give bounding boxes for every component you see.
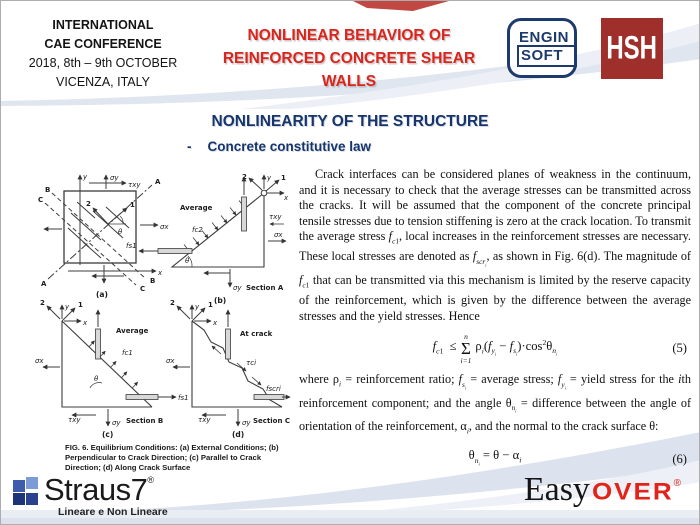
easyover-logo-easy-text: Easy <box>523 471 590 508</box>
fig-c-sigma-y-label: σy <box>112 419 121 427</box>
slide-title-line-1: NONLINEAR BEHAVIOR OF <box>247 27 451 44</box>
paper-text-column <box>299 167 691 480</box>
conference-line-2: CAE CONFERENCE <box>44 37 162 51</box>
fig-a-theta-label: θ <box>118 228 123 236</box>
fig-c-section-b-label: Section B <box>126 417 164 425</box>
enginsoft-logo-top-text: ENGIN <box>519 29 570 46</box>
paragraph-crack-interfaces: Crack interfaces can be considered planes of weakness in the continuum, and it is necessary to check that the average stresses can be transmitted across the cracks. It will be assumed that the component of the concrete principal tensile stresses due to tension stiffening is zero at the crack location. To transmit the average stress $f_{c1}$, local increases in the reinforcement stresses are necessary. These local stresses are denoted as $f_{scr_i}$, as shown in Fig. 6(d). The magnitude of $f_{c1}$ that can be transmitted via this mechanism is limited by the reserve capacity of the reinforcement, which is given by the difference between the average stresses and the yield stresses. Hence <box>299 167 691 323</box>
slide-title-line-3: WALLS <box>321 73 377 90</box>
section-title: NONLINEARITY OF THE STRUCTURE <box>211 113 489 130</box>
enginsoft-logo <box>507 18 577 78</box>
fig-c-fs1-label: fs1 <box>178 394 189 402</box>
fig-a-axis-2-label: 2 <box>86 200 91 208</box>
straus7-registered-mark: ® <box>147 475 154 485</box>
fig-d-sigma-x-label: σx <box>166 357 175 365</box>
fig-c-panel-label: (c) <box>102 430 114 439</box>
fig-b-section-a-label: Section A <box>246 284 284 292</box>
conference-line-3: 2018, 8th – 9th OCTOBER <box>28 56 178 70</box>
easyover-registered-mark: ® <box>673 478 681 489</box>
fig-a-A-label-bottom: A <box>41 280 47 288</box>
fig-d-sigma-y-label: σy <box>242 419 251 427</box>
fig-panel-d <box>173 305 290 426</box>
fig-c-theta-label: θ <box>94 375 99 383</box>
slide-title-line-2: REINFORCED CONCRETE SHEAR <box>222 50 476 67</box>
fig-b-axis-1-label: 1 <box>281 174 286 182</box>
equation-6-number: (6) <box>672 452 687 467</box>
equation-5-lhs: $f_{c1}$ ≤ <box>432 338 457 356</box>
equation-6 <box>299 448 691 472</box>
hsh-logo <box>601 18 663 79</box>
conference-line-4: VICENZA, ITALY <box>55 75 150 89</box>
fig-b-fs1-label: fs1 <box>126 242 137 250</box>
paragraph-where-definitions: where $\rho_i$ = reinforcement ratio; $f_{s_i}$ = average stress; $f_{y_i}$ = yield stress for the ith reinforcement component; and the angle $\theta_{n_i}$ = difference between the angle of orientation of the reinforcement, $\alpha_i$, and the normal to the crack surface θ: <box>299 372 691 436</box>
fig-a-sigma-x-label: σx <box>160 223 169 231</box>
fig-d-at-crack-label: At crack <box>240 330 273 338</box>
fig-d-axis-2-label: 2 <box>170 299 175 307</box>
fig-c-x-axis-label: x <box>83 319 88 327</box>
fig-c-average-label: Average <box>116 327 149 335</box>
fig-a-tau-xy-label: τxy <box>128 181 141 189</box>
fig-b-average-label: Average <box>180 204 213 212</box>
conference-line-1: INTERNATIONAL <box>52 18 154 32</box>
fig-c-fc1-label: fc1 <box>122 349 133 357</box>
easyover-logo <box>524 473 681 507</box>
fig-b-sigma-y-label: σy <box>233 284 242 292</box>
bullet-dash: - <box>187 139 192 154</box>
straus7-squares-icon <box>13 477 41 507</box>
fig-b-axis-2-label: 2 <box>242 173 247 181</box>
fig-d-section-c-label: Section C <box>253 417 291 425</box>
fig-panel-c <box>43 305 176 426</box>
fig-panel-a <box>44 175 158 285</box>
fig-b-panel-label: (b) <box>214 296 227 305</box>
fig-c-axis-2-label: 2 <box>40 299 45 307</box>
fig-a-sigma-y-label: σy <box>110 174 119 182</box>
fig-a-panel-label: (a) <box>96 290 108 299</box>
fig-d-panel-label: (d) <box>232 430 245 439</box>
fig-d-y-axis-label: y <box>195 303 200 311</box>
sigma-symbol: Σ <box>461 338 471 358</box>
fig-d-fscr-label: fscri <box>266 385 281 393</box>
figure-caption: FIG. 6. Equilibrium Conditions: (a) External Conditions; (b) Perpendicular to Crack Direction; (c) Parallel to Crack Direction; (d) Along Crack Surface <box>65 443 279 472</box>
figure-6-equilibrium-conditions <box>34 169 292 441</box>
straus7-tagline: Lineare e Non Lineare <box>58 506 168 518</box>
fig-a-x-axis-label: x <box>158 269 163 277</box>
fig-d-tau-ci-label: τci <box>246 359 257 367</box>
fig-d-axis-1-label: 1 <box>208 301 213 309</box>
enginsoft-logo-bottom-text: SOFT <box>517 45 577 67</box>
fig-d-tau-xy-label: τxy <box>198 416 211 424</box>
slide-title <box>205 24 493 93</box>
fig-b-x-axis-label: x <box>284 194 289 202</box>
fig-b-sigma-x-label: σx <box>274 231 283 239</box>
fig-a-C-label-bottom: C <box>140 285 146 293</box>
fig-b-tau-xy-label: τxy <box>269 213 282 221</box>
fig-b-fc2-label: fc2 <box>192 226 203 234</box>
fig-c-tau-xy-label: τxy <box>68 416 81 424</box>
conference-info <box>13 16 193 92</box>
hsh-logo-text: HSH <box>606 30 658 66</box>
fig-d-x-axis-label: x <box>213 319 218 327</box>
fig-b-y-axis-label: y <box>267 174 272 182</box>
fig-a-C-label-top: C <box>38 196 44 204</box>
equation-5-number: (5) <box>672 340 687 355</box>
easyover-logo-over-text: OVER <box>591 477 674 505</box>
bullet-concrete-constitutive-law <box>187 139 371 154</box>
summation-upper-limit: n <box>464 332 468 342</box>
equation-5-rhs: $\rho_i(f_{y_i} - f_{s_i})\cdot\cos^2\theta_{n_i}$ <box>475 337 558 357</box>
fig-a-axis-1-label: 1 <box>130 201 135 209</box>
fig-c-axis-1-label: 1 <box>78 301 83 309</box>
fig-a-y-axis-label: y <box>83 173 88 181</box>
summation-lower-limit: i=1 <box>460 355 472 365</box>
equation-6-body: $\theta_{n_i} = \theta - \alpha_i$ <box>468 448 522 467</box>
bullet-label: Concrete constitutive law <box>207 139 372 154</box>
straus7-logo <box>13 472 168 518</box>
straus7-logo-text: Straus7 <box>44 472 148 507</box>
fig-c-sigma-x-label: σx <box>35 357 44 365</box>
fig-a-A-label-top: A <box>155 178 161 186</box>
fig-a-B-label-bottom: B <box>150 277 156 285</box>
fig-c-y-axis-label: y <box>65 303 70 311</box>
equation-5 <box>299 333 691 364</box>
fig-b-theta-label: θ <box>185 257 190 265</box>
fig-a-B-label-top: B <box>45 186 51 194</box>
summation-symbol <box>461 333 472 364</box>
